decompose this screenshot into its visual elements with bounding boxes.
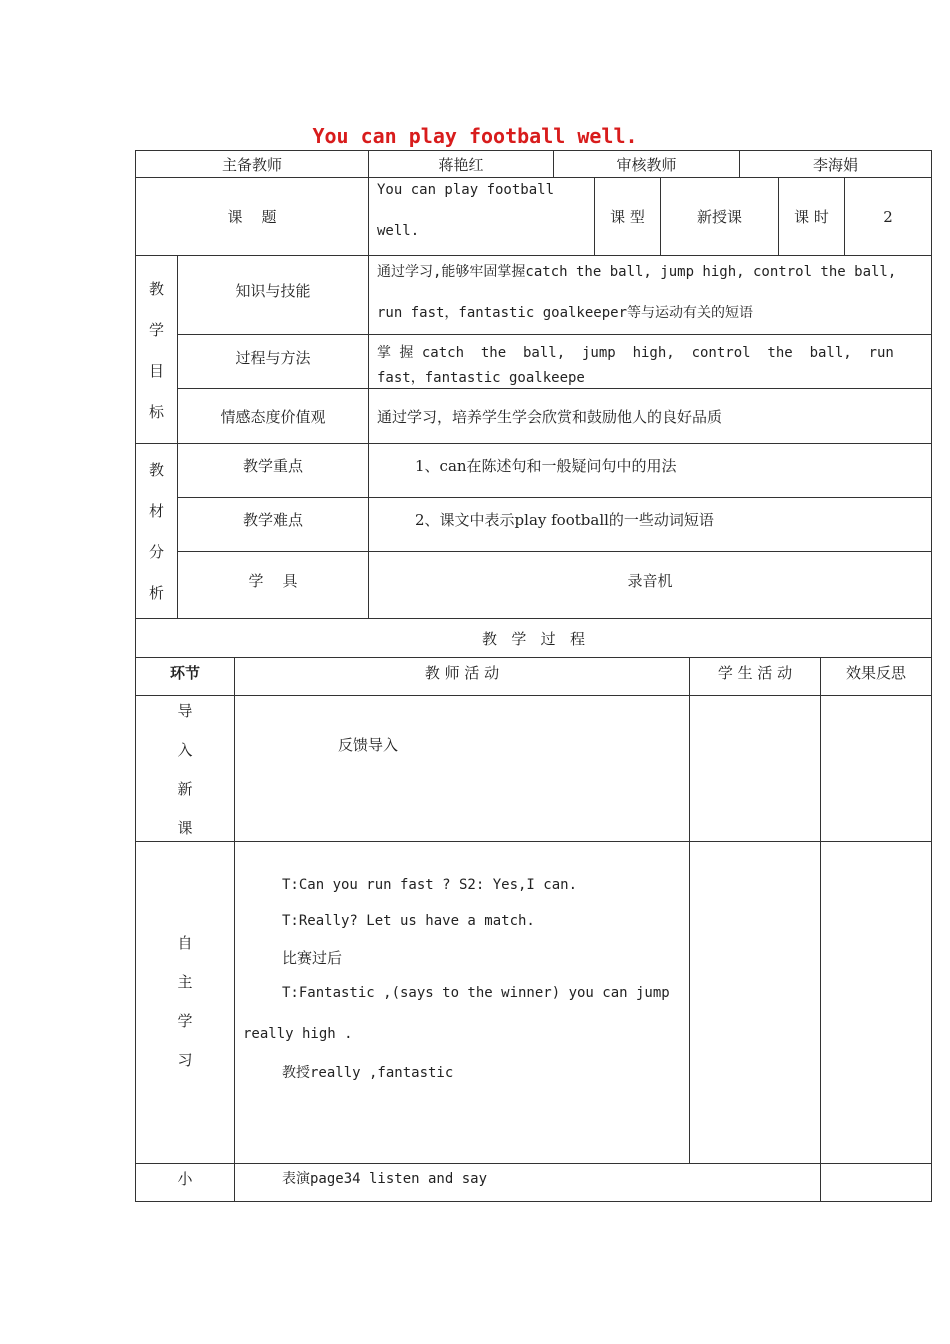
process-method-line1: 掌 握 catch the ball, jump high, control the ball, run [377, 345, 894, 361]
process-method-value-cell [368, 334, 932, 389]
attitude-label: 情感态度价值观 [177, 388, 369, 444]
self-study-stage-char: 学 [177, 1012, 193, 1030]
intro-reflection-cell [820, 695, 932, 842]
goals-char: 标 [148, 402, 164, 421]
process-method-line2: fast，fantastic goalkeepe [377, 370, 585, 386]
learning-tools-value: 录音机 [368, 551, 932, 619]
review-teacher-label: 审核教师 [553, 150, 740, 178]
teaching-difficulty-cell [368, 497, 932, 552]
knowledge-value-cell [368, 255, 932, 335]
col-student-header: 学 生 活 动 [689, 657, 821, 696]
self-study-line: really high . [243, 1026, 353, 1042]
goals-char: 教 [148, 279, 164, 298]
teaching-difficulty-value: 2、课文中表示play football的一些动词短语 [415, 511, 714, 529]
intro-stage-char: 新 [177, 780, 193, 798]
process-method-label: 过程与方法 [177, 334, 369, 389]
self-study-stage-cell [135, 841, 235, 1164]
analysis-char: 材 [148, 502, 164, 520]
small-reflection-cell [820, 1163, 932, 1202]
intro-teacher-activity: 反馈导入 [338, 736, 399, 754]
lesson-type-label: 课 型 [594, 177, 661, 256]
intro-stage-char: 导 [177, 702, 193, 720]
knowledge-line1: 通过学习,能够牢固掌握catch the ball, jump high, control the ball, [377, 264, 897, 280]
self-study-teacher-cell [234, 841, 690, 1164]
col-teacher-header: 教 师 活 动 [234, 657, 690, 696]
small-teacher-activity: 表演page34 listen and say [282, 1171, 488, 1187]
teaching-focus-value: 1、can在陈述句和一般疑问句中的用法 [415, 457, 677, 475]
col-stage-header: 环节 [135, 657, 235, 696]
analysis-char: 教 [148, 461, 164, 479]
goals-char: 学 [148, 320, 164, 339]
review-teacher-value: 李海娟 [739, 150, 932, 178]
intro-teacher-cell [234, 695, 690, 842]
knowledge-label: 知识与技能 [177, 255, 369, 335]
intro-student-cell [689, 695, 821, 842]
topic-label: 课 题 [135, 177, 369, 256]
analysis-char: 析 [148, 584, 164, 602]
lesson-hours-label: 课 时 [778, 177, 845, 256]
teaching-process-heading: 教 学 过 程 [135, 618, 932, 658]
lead-teacher-label: 主备教师 [135, 150, 369, 178]
self-study-line: T:Fantastic ,(says to the winner) you can jump [282, 985, 670, 1001]
intro-stage-char: 课 [177, 819, 193, 837]
knowledge-line2: run fast，fantastic goalkeeper等与运动有关的短语 [377, 305, 754, 321]
small-stage-cell: 小 [135, 1163, 235, 1202]
self-study-student-cell [689, 841, 821, 1164]
lesson-type-value: 新授课 [660, 177, 779, 256]
self-study-line: T:Can you run fast ? S2: Yes,I can. [282, 877, 578, 893]
self-study-reflection-cell [820, 841, 932, 1164]
learning-tools-label: 学 具 [177, 551, 369, 619]
analysis-section-label [135, 443, 178, 619]
analysis-char: 分 [148, 543, 164, 561]
self-study-line: T:Really? Let us have a match. [282, 913, 535, 929]
lesson-hours-value: 2 [844, 177, 932, 256]
teaching-difficulty-label: 教学难点 [177, 497, 369, 552]
goals-section-label [135, 255, 178, 444]
topic-value-cell [368, 177, 595, 256]
attitude-value: 通过学习，培养学生学会欣赏和鼓励他人的良好品质 [377, 407, 723, 426]
self-study-line: 比赛过后 [282, 949, 343, 967]
attitude-value-cell [368, 388, 932, 444]
topic-value-line1: You can play football [377, 182, 555, 198]
col-reflection-header: 效果反思 [820, 657, 932, 696]
document-title: You can play football well. [312, 124, 638, 148]
intro-stage-char: 入 [177, 741, 193, 759]
intro-stage-cell [135, 695, 235, 842]
lead-teacher-value: 蒋艳红 [368, 150, 554, 178]
self-study-stage-char: 习 [177, 1051, 193, 1069]
self-study-line: 教授really ,fantastic [282, 1065, 454, 1081]
topic-value-line2: well. [377, 223, 420, 239]
self-study-stage-char: 自 [177, 934, 193, 952]
small-teacher-cell [234, 1163, 821, 1202]
teaching-focus-label: 教学重点 [177, 443, 369, 498]
teaching-focus-cell [368, 443, 932, 498]
self-study-stage-char: 主 [177, 973, 193, 991]
goals-char: 目 [148, 361, 164, 380]
